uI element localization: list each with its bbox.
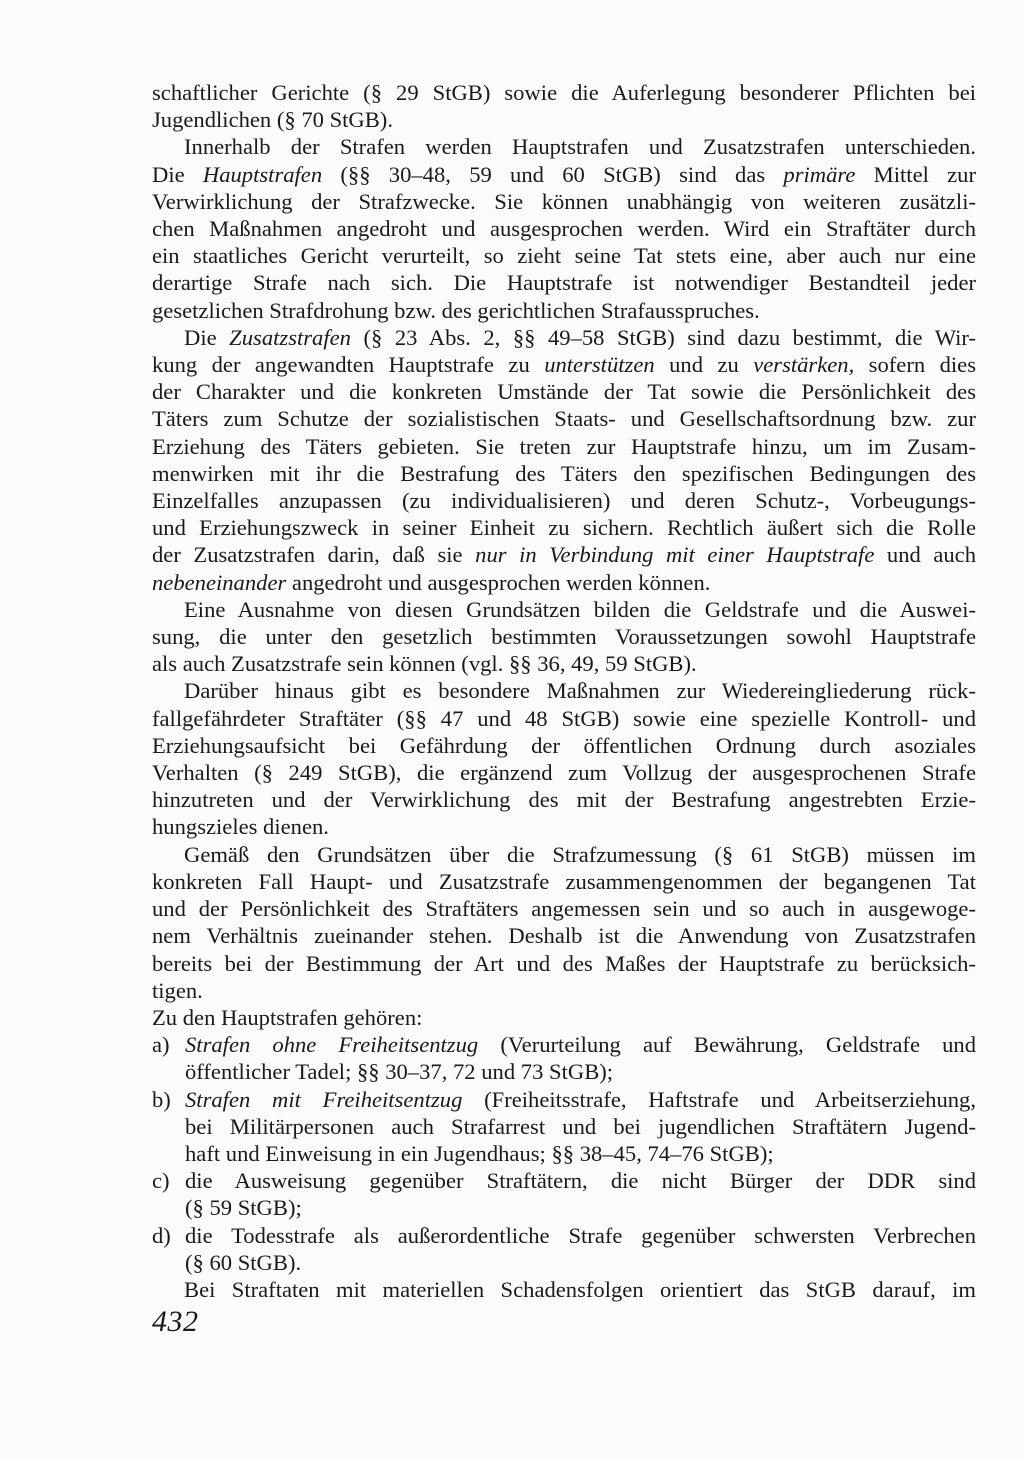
text-run: angedroht und ausgesprochen werden können. <box>286 569 711 595</box>
text-line <box>152 378 976 405</box>
text-run: Eine Ausnahme von diesen Grundsätzen bilden die Geldstrafe und die Auswei- <box>184 596 976 622</box>
text-run: und auch <box>874 542 977 568</box>
text-run: Einzelfalles anzupassen (zu individualisieren) und deren Schutz-, Vorbeugungs- <box>152 488 976 514</box>
paragraph <box>152 133 976 323</box>
text-line <box>152 188 976 215</box>
text-line <box>152 405 976 432</box>
text-line <box>185 1031 976 1058</box>
text-run: und der Persönlichkeit des Straftäters angemessen sein und so auch in ausgewoge- <box>152 896 976 922</box>
text-run: menwirken mit ihr die Bestrafung des Täters den spezifischen Bedingungen des <box>152 460 976 486</box>
paragraph <box>152 79 976 133</box>
text-run: Erziehung des Täters gebieten. Sie treten zur Hauptstrafe hinzu, um im Zusam- <box>152 433 976 459</box>
text-line <box>152 324 976 351</box>
text-run: haft und Einweisung in ein Jugendhaus; §§ 38–45, 74–76 StGB); <box>185 1140 774 1166</box>
text-line <box>152 569 976 596</box>
text-run: sung, die unter den gesetzlich bestimmten Voraussetzungen sowohl Hauptstrafe <box>152 624 976 650</box>
text-run: kung der angewandten Hauptstrafe zu <box>152 352 545 378</box>
text-run: nem Verhältnis zueinander stehen. Deshalb ist die Anwendung von Zusatzstrafen <box>152 923 976 949</box>
text-line <box>152 895 976 922</box>
text-run: (Verurteilung auf Bewährung, Geldstrafe und <box>478 1032 977 1058</box>
text-line <box>152 161 976 188</box>
text-run: der Zusatzstrafen darin, daß sie <box>152 542 476 568</box>
page-number: 432 <box>152 1305 199 1338</box>
text-run: als auch Zusatzstrafe sein können (vgl. §§ 36, 49, 59 StGB). <box>152 651 697 677</box>
text-run: Gemäß den Grundsätzen über die Strafzumessung (§ 61 StGB) müssen im <box>184 841 976 867</box>
text-line <box>185 1249 976 1276</box>
text-run: hinzutreten und der Verwirklichung des mit der Bestrafung angestrebten Erzie- <box>152 787 976 813</box>
text-run: der Charakter und die konkreten Umstände der Tat sowie die Persönlichkeit des <box>152 379 976 405</box>
list-item <box>152 1222 976 1276</box>
text-line <box>152 79 976 106</box>
text-run: Mittel zur <box>855 161 976 187</box>
text-run: gesetzlichen Strafdrohung bzw. des gerichtlichen Strafausspruches. <box>152 297 760 323</box>
text-line <box>152 433 976 460</box>
text-run: (Freiheitsstrafe, Haftstrafe und Arbeitserziehung, <box>462 1086 976 1112</box>
text-run: Verwirklichung der Strafzwecke. Sie können unabhängig von weiteren zusätzli- <box>152 188 976 214</box>
text-line <box>152 977 976 1004</box>
text-run: (§ 23 Abs. 2, §§ 49–58 StGB) sind dazu bestimmt, die Wir- <box>350 324 976 350</box>
list-item <box>152 1086 976 1168</box>
text-run: die Todesstrafe als außerordentliche Strafe gegenüber schwersten Verbrechen <box>185 1222 976 1248</box>
text-line <box>152 841 976 868</box>
emphasized-text: primäre <box>783 161 856 187</box>
text-run: Die <box>184 324 230 350</box>
text-run: Täters zum Schutze der sozialistischen Staats- und Gesellschaftsordnung bzw. zur <box>152 406 976 432</box>
text-line <box>152 460 976 487</box>
emphasized-text: verstärken, <box>753 352 855 378</box>
text-line <box>152 487 976 514</box>
text-run: tigen. <box>152 977 203 1003</box>
text-line <box>185 1167 976 1194</box>
text-run: fallgefährdeter Straftäter (§§ 47 und 48 StGB) sowie eine spezielle Kontroll- und <box>152 705 976 731</box>
emphasized-text: Strafen mit Freiheitsentzug <box>185 1086 463 1112</box>
emphasized-text: nebeneinander <box>152 569 287 595</box>
text-line <box>152 297 976 324</box>
text-run: und Erziehungszweck in seiner Einheit zu sichern. Rechtlich äußert sich die Rolle <box>152 515 976 541</box>
text-line <box>152 269 976 296</box>
text-run: Verhalten (§ 249 StGB), die ergänzend zum Vollzug der ausgesprochenen Strafe <box>152 760 976 786</box>
text-line <box>185 1113 976 1140</box>
page-body-text <box>152 79 976 1303</box>
text-line <box>152 623 976 650</box>
paragraph <box>152 841 976 1004</box>
list-marker: d) <box>152 1222 171 1248</box>
text-line <box>185 1058 976 1085</box>
text-run: (§ 59 StGB); <box>185 1195 302 1221</box>
text-run: die Ausweisung gegenüber Straftätern, die nicht Bürger der DDR sind <box>185 1168 976 1194</box>
closing-line: Bei Straftaten mit materiellen Schadensfolgen orientiert das StGB darauf, im <box>184 1276 976 1302</box>
emphasized-text: Strafen ohne Freiheitsentzug <box>185 1032 479 1058</box>
text-run: Jugendlichen (§ 70 StGB). <box>152 107 393 133</box>
text-line <box>152 133 976 160</box>
paragraph <box>152 324 976 596</box>
text-run: Innerhalb der Strafen werden Hauptstrafen und Zusatzstrafen unterschieden. <box>184 134 976 160</box>
text-run: chen Maßnahmen angedroht und ausgesprochen werden. Wird ein Straftäter durch <box>152 216 976 242</box>
list-item <box>152 1167 976 1221</box>
emphasized-text: Zusatzstrafen <box>229 324 351 350</box>
text-run: hungszieles dienen. <box>152 814 329 840</box>
emphasized-text: unterstützen <box>544 352 655 378</box>
text-run: ein staatliches Gericht verurteilt, so zieht seine Tat stets eine, aber auch nur eine <box>152 243 976 269</box>
list-marker: a) <box>152 1032 170 1058</box>
emphasized-text: Hauptstrafen <box>202 161 323 187</box>
text-line <box>152 541 976 568</box>
text-line <box>152 596 976 623</box>
text-line <box>152 650 976 677</box>
text-line <box>152 868 976 895</box>
text-run: und zu <box>654 352 754 378</box>
text-line <box>152 215 976 242</box>
text-line <box>152 106 976 133</box>
paragraph <box>152 677 976 840</box>
text-line <box>152 732 976 759</box>
text-line <box>152 514 976 541</box>
text-line <box>152 759 976 786</box>
list-marker: c) <box>152 1168 170 1194</box>
text-line <box>185 1222 976 1249</box>
text-line <box>152 242 976 269</box>
text-line <box>152 813 976 840</box>
text-run: Darüber hinaus gibt es besondere Maßnahmen zur Wiedereingliederung rück- <box>184 678 976 704</box>
text-line <box>185 1194 976 1221</box>
text-run: sofern dies <box>854 352 976 378</box>
text-line <box>152 922 976 949</box>
text-run: bereits bei der Bestimmung der Art und des Maßes der Hauptstrafe zu berücksich- <box>152 950 976 976</box>
text-run: Die <box>152 161 203 187</box>
text-run: Erziehungsaufsicht bei Gefährdung der öffentlichen Ordnung durch asoziales <box>152 732 976 758</box>
text-run: öffentlicher Tadel; §§ 30–37, 72 und 73 StGB); <box>185 1059 614 1085</box>
text-run: schaftlicher Gerichte (§ 29 StGB) sowie die Auferlegung besonderer Pflichten bei <box>152 80 976 105</box>
text-run: (§§ 30–48, 59 und 60 StGB) sind das <box>322 161 784 187</box>
paragraph <box>152 596 976 678</box>
list-marker: b) <box>152 1086 171 1112</box>
text-line <box>152 705 976 732</box>
text-run: konkreten Fall Haupt- und Zusatzstrafe zusammengenommen der begangenen Tat <box>152 868 976 894</box>
list-item <box>152 1031 976 1085</box>
text-run: bei Militärpersonen auch Strafarrest und bei jugendlichen Straftätern Jugend- <box>185 1113 976 1139</box>
list-intro: Zu den Hauptstrafen gehören: <box>152 1004 423 1030</box>
text-run: (§ 60 StGB). <box>185 1249 302 1275</box>
text-line <box>152 677 976 704</box>
text-line <box>152 351 976 378</box>
text-line <box>185 1086 976 1113</box>
text-run: derartige Strafe nach sich. Die Hauptstrafe ist notwendiger Bestandteil jeder <box>152 270 976 296</box>
emphasized-text: nur in Verbindung mit einer Hauptstrafe <box>475 542 875 568</box>
text-line <box>152 950 976 977</box>
text-line <box>185 1140 976 1167</box>
text-line <box>152 786 976 813</box>
